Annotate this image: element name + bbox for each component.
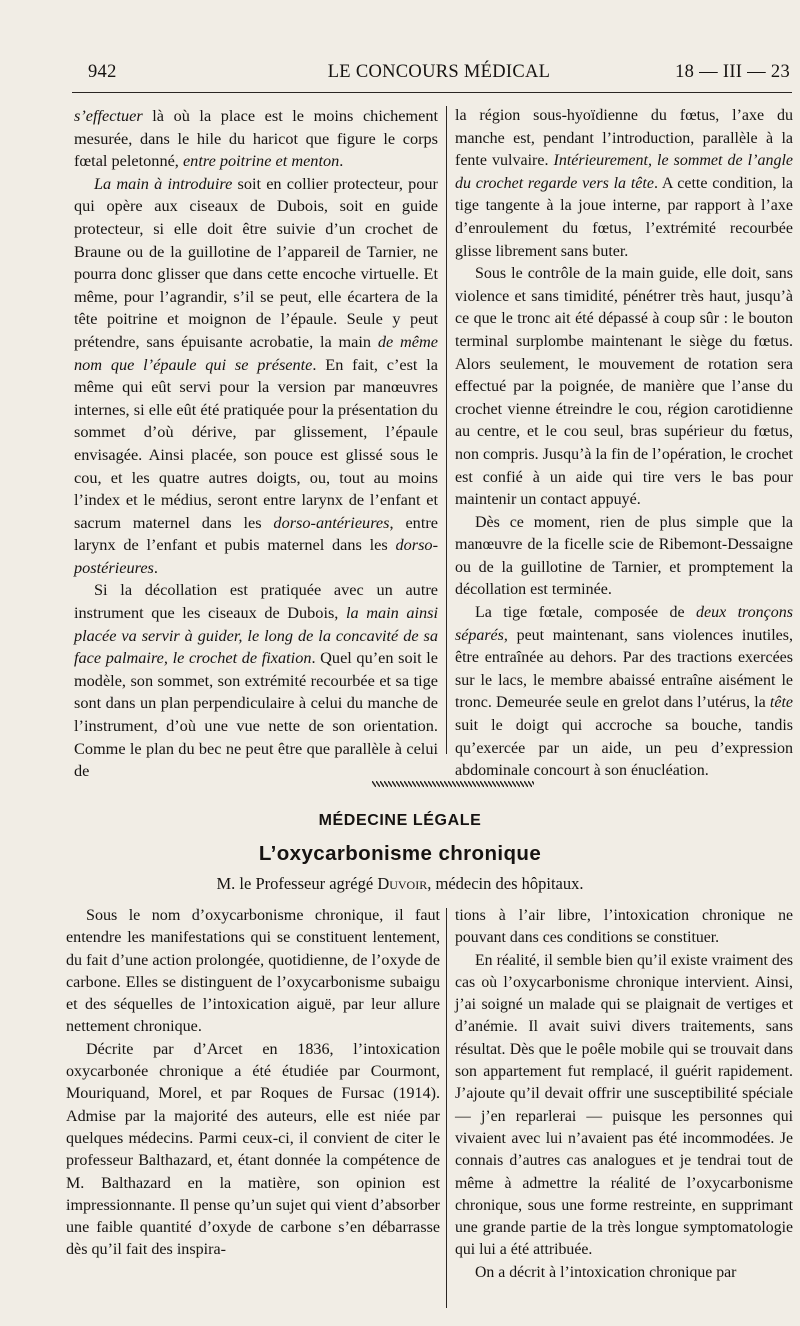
column-bottom-right bbox=[455, 905, 793, 1284]
byline: M. le Professeur agrégé Duvoir, médecin des hôpitaux. bbox=[216, 874, 584, 893]
running-head bbox=[88, 62, 790, 88]
section-heading: MÉDECINE LÉGALE bbox=[318, 812, 482, 829]
column-divider bbox=[446, 908, 447, 1308]
paragraph: Sous le nom d’oxycarbonisme chronique, il faut entendre les manifestations qui se constituent lentement, du fait d’une action prolongée, quotidienne, de l’oxyde de carbone. Elles se distinguent de l’oxycarbonisme subaigu et des séquelles de l’intoxication aiguë, par leur allure nettement chronique. bbox=[66, 907, 440, 1036]
author-name: Duvoir bbox=[377, 874, 428, 893]
page-number: 942 bbox=[88, 62, 117, 82]
issue-date: 18 — III — 23 bbox=[675, 62, 790, 82]
column-divider bbox=[446, 106, 447, 754]
paragraph: La main à introduire soit en collier protecteur, pour qui opère aux ciseaux de Dubois, soit en guide protecteur, si elle doit être suivie d’un crochet de Braune ou de la guillotine de l’appareil de Tarnier, ne pourra donc glisser que dans cette encoche virtuelle. Et même, pour l’agrandir, s’il se peut, elle écartera de la tête poitrine et moignon de l’épaule. Seule y peut prétendre, sans épuisante acrobatie, la main de même nom que l’épaule qui se présente. En fait, c’est la même qui eût servi pour la version par manœuvres internes, si elle eût été pratiquée pour la présentation du sommet d’où dérive, par glissement, l’épaule envisagée. Ainsi placée, son pouce est glissé sous le cou, et les quatre autres doigts, ou, tout au moins l’index et le médius, seront entre larynx de l’enfant et sacrum maternel dans les dorso-antérieures, entre larynx de l’enfant et pubis maternel dans les dorso-postérieures. bbox=[74, 173, 439, 577]
paragraph: Si la décollation est pratiquée avec un autre instrument que les ciseaux de Dubois, la main ainsi placée va servir à guider, le long de la concavité de sa face palmaire, le crochet de fixation. Quel qu’en soit le modèle, son sommet, son extrémité recourbée et sa tige sont dans un plan perpendiculaire à celui du manche de l’instrument, d’où une vue nette de son orientation. Comme le plan du bec ne peut être que parallèle à celui de bbox=[74, 580, 438, 781]
paragraph: On a décrit à l’intoxication chronique par bbox=[475, 1263, 737, 1281]
ornament-divider bbox=[372, 781, 534, 787]
column-bottom-left bbox=[66, 905, 440, 1262]
paragraph: Dès ce moment, rien de plus simple que la manœuvre de la ficelle scie de Ribemont-Dessaigne ou de la guillotine de Tarnier, et promptement la décollation est terminée. bbox=[455, 513, 793, 599]
column-top-left bbox=[74, 105, 438, 783]
journal-title: LE CONCOURS MÉDICAL bbox=[327, 62, 551, 82]
paragraph: Décrite par d’Arcet en 1836, l’intoxication oxycarbonée chronique a été étudiée par Courmont, Mouriquand, Morel, et par Roques de Fursac (1914). Admise par la majorité des auteurs, elle est niée par quelques médecins. Parmi ceux-ci, il convient de citer le professeur Balthazard, et, étant donnée la compétence de M. Balthazard en la matière, son opinion est impressionnante. Il pense qu’un sujet qui vient d’absorber une faible quantité d’oxyde de carbone s’en débarrasse dès qu’il fait des inspira- bbox=[66, 1040, 440, 1259]
article-title: L’oxycarbonisme chronique bbox=[258, 842, 542, 865]
header-rule bbox=[72, 92, 792, 93]
paragraph: Sous le contrôle de la main guide, elle doit, sans violence et sans timidité, pénétrer très haut, jusqu’à ce que le tronc ait été dépassé à coup sûr : le bouton terminal surplombe maintenant le siège du fœtus. Alors seulement, le mouvement de rotation sera effectué par la poignée, de manière que l’anse du crochet vienne étreindre le cou, région carotidienne au centre, et le cou seul, bras supérieur du fœtus, non compris. Jusqu’à la fin de l’opération, le crochet est confié à un aide qui tire vers le bas pour maintenir un contact appuyé. bbox=[455, 265, 793, 509]
paragraph: la région sous-hyoïdienne du fœtus, l’axe du manche est, pendant l’introduction, parallèle à la fente vulvaire. Intérieurement, le sommet de l’angle du crochet regarde vers la tête. A cette condition, la tige tangente à la joue interne, par rapport à l’axe d’enroulement du fœtus, l’extrémité recourbée glisse librement sans buter. bbox=[455, 107, 794, 260]
paragraph: La tige fœtale, composée de deux tronçons séparés, peut maintenant, sans violences inutiles, être entraînée au dehors. Par des tractions exercées sur le lacs, le membre abaissé entraîne aisément le tronc. Demeurée seule en grelot dans l’utérus, la tête suit le doigt qui accroche sa bouche, tandis qu’exercée par un aide, un peu d’expression abdominale concourt à son énucléation. bbox=[455, 604, 794, 780]
paragraph: s’effectuer là où la place est le moins chichement mesurée, dans le hile du haricot que figure le corps fœtal peletonné, entre poitrine et menton. bbox=[74, 106, 438, 171]
paragraph: En réalité, il semble bien qu’il existe vraiment des cas où l’oxycarbonisme chronique intervient. Ainsi, j’ai soigné un malade qui se plaignait de vertiges et d’anémie. Il avait suivi divers traitements, sans résultat. Dès que le poêle mobile qui se trouvait dans son appartement fut remplacé, il guérit rapidement. J’ajoute qu’il devait offrir une susceptibilité spéciale — j’en reparlerai — puisque les personnes qui vivaient avec lui n’avaient pas été incommodées. Je connais d’autres cas analogues et je tendrai tout de même à admettre la réalité de l’oxycarbonisme chronique, sous une forme restreinte, en supprimant une grande partie de la très longue symptomatologie qui lui a été attribuée. bbox=[455, 951, 793, 1259]
column-top-right bbox=[455, 105, 793, 783]
paragraph: tions à l’air libre, l’intoxication chronique ne pouvant dans ces conditions se constituer. bbox=[455, 907, 793, 947]
